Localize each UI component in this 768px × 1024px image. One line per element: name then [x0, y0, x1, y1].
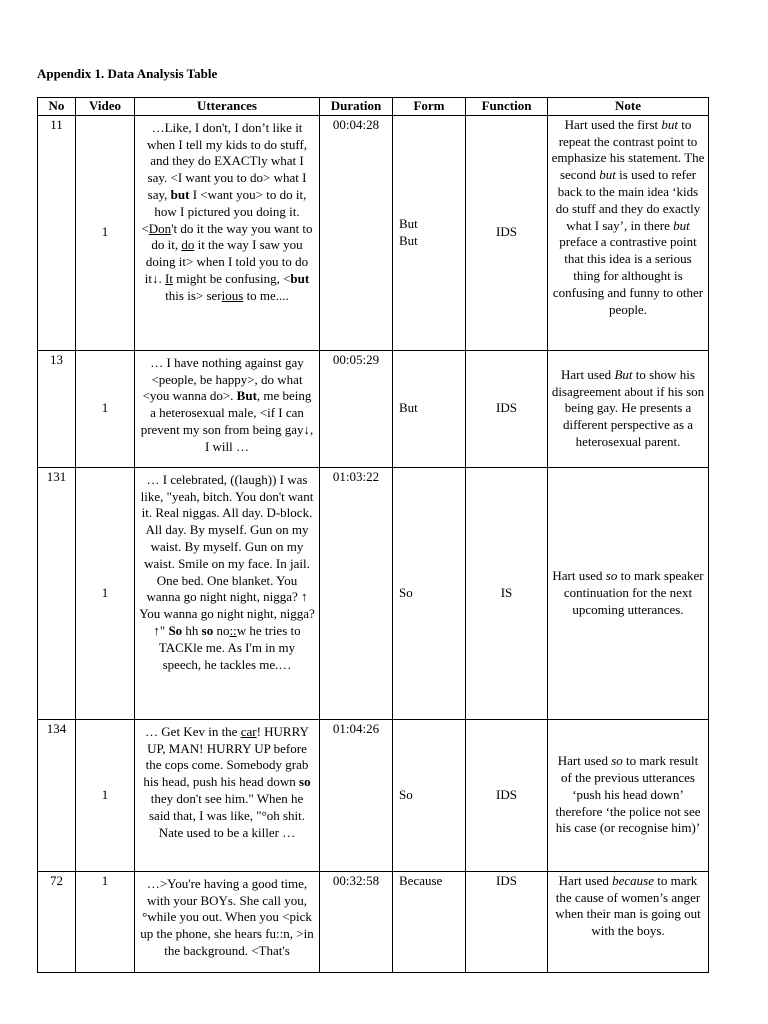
cell-form — [393, 871, 466, 972]
column-header-duration: Duration — [320, 98, 393, 116]
cell-form — [393, 350, 466, 467]
cell-utterance: …>You're having a good time, with your BOYs. She call you, °while you out. When you <pick up the phone, she hears fu::n, >in the background. <That's — [135, 871, 320, 972]
column-header-utterances: Utterances — [135, 98, 320, 116]
form-value: So — [399, 786, 413, 802]
cell-form — [393, 115, 466, 350]
cell-note: Hart used so to mark speaker continuation for the next upcoming utterances. — [548, 467, 709, 719]
cell-no: 134 — [38, 719, 76, 871]
cell-duration: 00:32:58 — [320, 871, 393, 972]
cell-note: Hart used so to mark result of the previous utterances ‘push his head down’ therefore ‘the police not see his case (or recognise him)’ — [548, 719, 709, 871]
cell-duration: 00:05:29 — [320, 350, 393, 467]
table-row — [38, 871, 709, 972]
cell-form — [393, 467, 466, 719]
cell-function: IDS — [466, 719, 548, 871]
form-value: Because — [399, 872, 443, 888]
cell-duration: 01:04:26 — [320, 719, 393, 871]
cell-video: 1 — [76, 350, 135, 467]
cell-utterance: … I celebrated, ((laugh)) I was like, "yeah, bitch. You don't want it. Real niggas. All day. D-block. All day. By myself. Gun on my waist. By myself. Gun on my waist. Smile on my face. In jail. One bed. One blanket. You wanna go night night, nigga? ↑ You wanna go night night, nigga?↑" So hh so no::w he tries to TACKle me. As I'm in my speech, he tackles me.… — [135, 467, 320, 719]
cell-utterance: … Get Kev in the car! HURRY UP, MAN! HURRY UP before the cops come. Somebody grab his head, push his head down so they don't see him." When he said that, I was like, "°oh shit. Nate used to be a killer … — [135, 719, 320, 871]
cell-function: IDS — [466, 350, 548, 467]
form-value: But — [399, 216, 418, 231]
column-header-form: Form — [393, 98, 466, 116]
cell-function: IS — [466, 467, 548, 719]
form-value: But — [399, 400, 418, 416]
cell-note: Hart used the first but to repeat the contrast point to emphasize his statement. The second but is used to refer back to the main idea ‘kids do stuff and they do exactly what I say’, in there but preface a contrastive point that this idea is a serious thing for althought is confusing and funny to other people. — [548, 115, 709, 350]
cell-video: 1 — [76, 115, 135, 350]
form-value: But — [399, 232, 418, 248]
cell-duration: 01:03:22 — [320, 467, 393, 719]
table-header-row — [38, 98, 709, 116]
cell-note: Hart used But to show his disagreement about if his son being gay. He presents a different perspective as a heterosexual parent. — [548, 350, 709, 467]
cell-function: IDS — [466, 871, 548, 972]
cell-no: 72 — [38, 871, 76, 972]
cell-no: 13 — [38, 350, 76, 467]
column-header-no: No — [38, 98, 76, 116]
cell-no: 11 — [38, 115, 76, 350]
cell-video: 1 — [76, 719, 135, 871]
cell-duration: 00:04:28 — [320, 115, 393, 350]
cell-form — [393, 719, 466, 871]
table-row — [38, 467, 709, 719]
column-header-video: Video — [76, 98, 135, 116]
table-row — [38, 350, 709, 467]
column-header-function: Function — [466, 98, 548, 116]
cell-no: 131 — [38, 467, 76, 719]
cell-video: 1 — [76, 467, 135, 719]
cell-function: IDS — [466, 115, 548, 350]
data-analysis-table — [37, 97, 709, 973]
table-row — [38, 719, 709, 871]
cell-note: Hart used because to mark the cause of women’s anger when their man is going out with the boys. — [548, 871, 709, 972]
table-row — [38, 115, 709, 350]
form-value: So — [399, 584, 413, 600]
cell-utterance: … I have nothing against gay <people, be happy>, do what <you wanna do>. But, me being a heterosexual male, <if I can prevent my son from being gay↓, I will … — [135, 350, 320, 467]
cell-utterance: …Like, I don't, I don’t like it when I tell my kids to do stuff, and they do EXACTly what I say. <I want you to do> what I say, but I <want you> to do it, how I pictured you doing it. <Don't do it the way you want to do it, do it the way I saw you doing it> when I told you to do it↓. It might be confusing, <but this is> serious to me.... — [135, 115, 320, 350]
cell-video: 1 — [76, 871, 135, 972]
appendix-heading: Appendix 1. Data Analysis Table — [37, 66, 218, 81]
table-body — [38, 115, 709, 972]
column-header-note: Note — [548, 98, 709, 116]
